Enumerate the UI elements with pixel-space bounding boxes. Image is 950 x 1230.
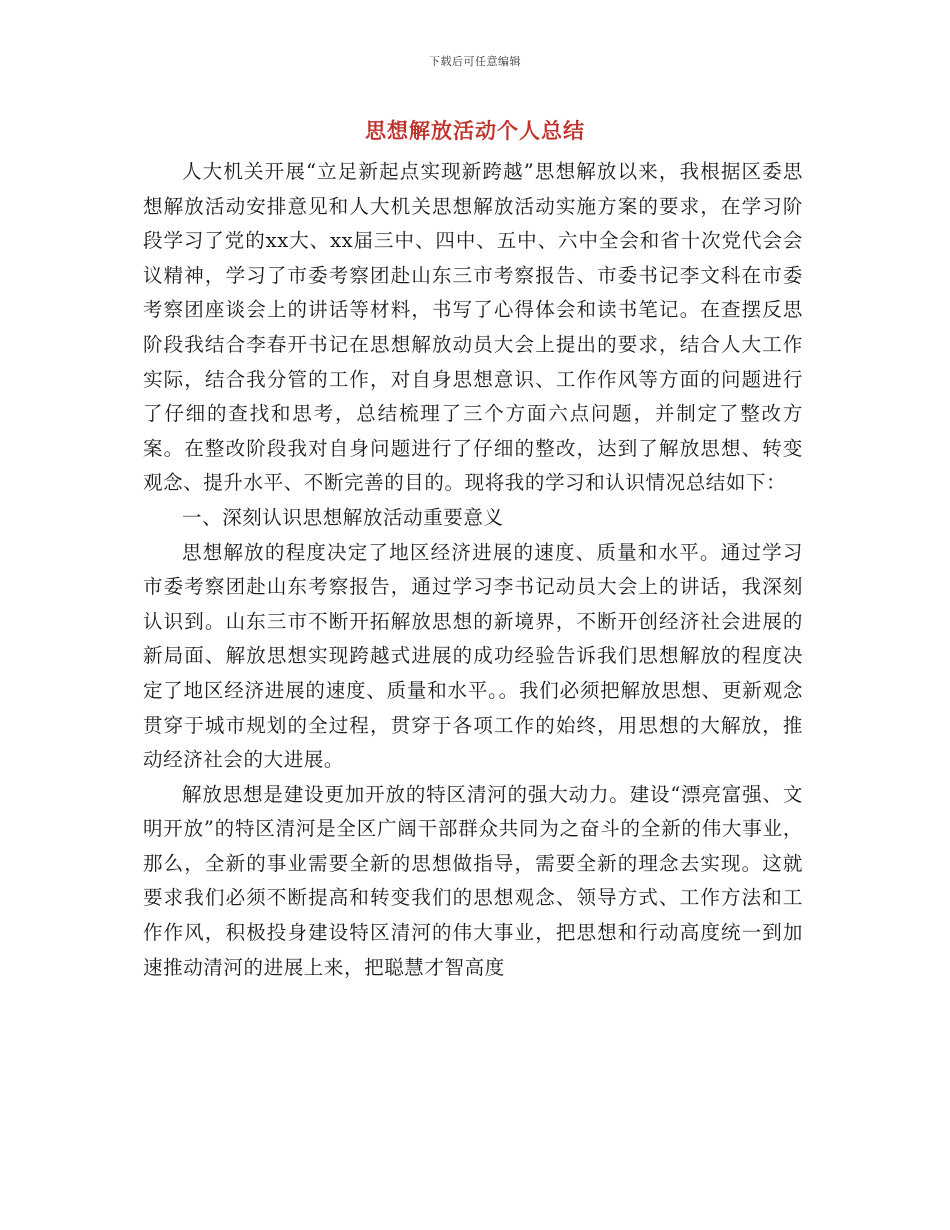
paragraph-intro: 人大机关开展“立足新起点实现新跨越”思想解放以来，我根据区委思想解放活动安排意见和人大机关思想解放活动实施方案的要求，在学习阶段学习了党的xx大、xx届三中、四中、五中、六中全会和省十次党代会会议精神，学习了市委考察团赴山东三市考察报告、市委书记李文科在市委考察团座谈会上的讲话等材料，书写了心得体会和读书笔记。在查摆反思阶段我结合李春开书记在思想解放动员大会上提出的要求，结合人大工作实际，结合我分管的工作，对自身思想意识、工作作风等方面的问题进行了仔细的查找和思考，总结梳理了三个方面六点问题，并制定了整改方案。在整改阶段我对自身问题进行了仔细的整改，达到了解放思想、转变观念、提升水平、不断完善的目的。现将我的学习和认识情况总结如下： — [143, 160, 803, 495]
paragraph-significance: 思想解放的程度决定了地区经济进展的速度、质量和水平。通过学习市委考察团赴山东考察报告，通过学习李书记动员大会上的讲话，我深刻认识到。山东三市不断开拓解放思想的新境界，不断开创经济社会进展的新局面、解放思想实现跨越式进展的成功经验告诉我们思想解放的程度决定了地区经济进展的速度、质量和水平。。我们必须把解放思想、更新观念贯穿于城市规划的全过程，贯穿于各项工作的始终，用思想的大解放，推动经济社会的大进展。 — [143, 540, 803, 772]
document-title: 思想解放活动个人总结 — [365, 118, 585, 143]
page-header-note: 下载后可任意编辑 — [429, 55, 521, 68]
paragraph-driving-force: 解放思想是建设更加开放的特区清河的强大动力。建设“漂亮富强、文明开放”的特区清河是全区广阔干部群众共同为之奋斗的全新的伟大事业，那么，全新的事业需要全新的思想做指导，需要全新的理念去实现。这就要求我们必须不断提高和转变我们的思想观念、领导方式、工作方法和工作作风，积极投身建设特区清河的伟大事业，把思想和行动高度统一到加速推动清河的进展上来，把聪慧才智高度 — [143, 782, 803, 979]
section-heading-1: 一、深刻认识思想解放活动重要意义 — [182, 505, 504, 529]
document-body — [143, 155, 803, 985]
